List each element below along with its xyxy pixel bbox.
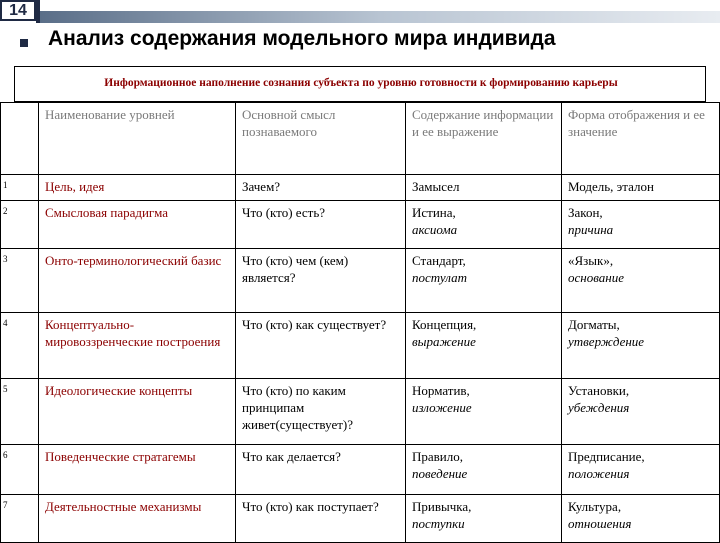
form-cell xyxy=(562,313,720,379)
table-header-row xyxy=(1,103,720,175)
level-name: Онто-терминологический базис xyxy=(39,249,236,313)
form-meaning: убеждения xyxy=(568,400,630,415)
row-number: 3 xyxy=(1,249,39,313)
level-name: Смысловая парадигма xyxy=(39,201,236,249)
header-decor-vertical xyxy=(36,0,40,23)
content-text: Правило, xyxy=(412,449,463,464)
content-expression: постулат xyxy=(412,270,467,285)
form-text: Предписание, xyxy=(568,449,645,464)
form-text: «Язык», xyxy=(568,253,614,268)
form-meaning: отношения xyxy=(568,516,632,531)
row-number: 1 xyxy=(1,175,39,201)
table-row xyxy=(1,379,720,445)
row-number: 6 xyxy=(1,445,39,495)
header-cell-content: Содержание информации и ее выражение xyxy=(406,103,562,175)
row-number: 2 xyxy=(1,201,39,249)
content-text: Концепция, xyxy=(412,317,477,332)
level-name: Цель, идея xyxy=(39,175,236,201)
subtitle-box xyxy=(14,66,706,102)
form-text: Модель, эталон xyxy=(568,179,654,194)
content-cell xyxy=(406,175,562,201)
header-cell-level: Наименование уровней xyxy=(39,103,236,175)
content-expression: изложение xyxy=(412,400,472,415)
meaning-question: Что (кто) есть? xyxy=(236,201,406,249)
form-text: Культура, xyxy=(568,499,622,514)
meaning-question: Что (кто) по каким принципам живет(существует)? xyxy=(236,379,406,445)
meaning-question: Что (кто) как поступает? xyxy=(236,495,406,543)
form-cell xyxy=(562,201,720,249)
row-number: 4 xyxy=(1,313,39,379)
content-text: Стандарт, xyxy=(412,253,466,268)
row-number: 5 xyxy=(1,379,39,445)
form-meaning: утверждение xyxy=(568,334,645,349)
title-bullet-icon xyxy=(20,39,28,47)
content-expression: поведение xyxy=(412,466,468,481)
content-text: Замысел xyxy=(412,179,460,194)
content-expression: выражение xyxy=(412,334,476,349)
content-text: Истина, xyxy=(412,205,456,220)
table-row xyxy=(1,201,720,249)
level-name: Поведенческие стратагемы xyxy=(39,445,236,495)
meaning-question: Что (кто) как существует? xyxy=(236,313,406,379)
table-row xyxy=(1,175,720,201)
form-text: Установки, xyxy=(568,383,630,398)
table-row xyxy=(1,313,720,379)
form-cell xyxy=(562,249,720,313)
form-cell xyxy=(562,495,720,543)
slide-title: Анализ содержания модельного мира индивида xyxy=(48,27,556,50)
header-cell-num xyxy=(1,103,39,175)
form-meaning: причина xyxy=(568,222,614,237)
form-cell xyxy=(562,379,720,445)
meaning-question: Что (кто) чем (кем) является? xyxy=(236,249,406,313)
content-text: Привычка, xyxy=(412,499,472,514)
table-body xyxy=(1,175,720,543)
slide-number: 14 xyxy=(0,0,36,21)
table-subtitle: Информационное наполнение сознания субъекта по уровню готовности к формированию карьеры xyxy=(104,77,618,89)
level-name: Идеологические концепты xyxy=(39,379,236,445)
form-meaning: основание xyxy=(568,270,624,285)
header-decor-bar xyxy=(40,11,720,23)
table-row xyxy=(1,445,720,495)
level-name: Концептуально-мировоззренческие построения xyxy=(39,313,236,379)
levels-table xyxy=(0,102,720,543)
meaning-question: Зачем? xyxy=(236,175,406,201)
content-cell xyxy=(406,249,562,313)
header-cell-meaning: Основной смысл познаваемого xyxy=(236,103,406,175)
form-text: Закон, xyxy=(568,205,603,220)
content-cell xyxy=(406,379,562,445)
content-cell xyxy=(406,313,562,379)
content-cell xyxy=(406,495,562,543)
form-meaning: положения xyxy=(568,466,630,481)
row-number: 7 xyxy=(1,495,39,543)
table-row xyxy=(1,495,720,543)
content-cell xyxy=(406,445,562,495)
content-cell xyxy=(406,201,562,249)
content-expression: аксиома xyxy=(412,222,458,237)
form-cell xyxy=(562,175,720,201)
content-text: Норматив, xyxy=(412,383,470,398)
level-name: Деятельностные механизмы xyxy=(39,495,236,543)
form-cell xyxy=(562,445,720,495)
header-cell-form: Форма отображения и ее значение xyxy=(562,103,720,175)
table-row xyxy=(1,249,720,313)
content-expression: поступки xyxy=(412,516,465,531)
form-text: Догматы, xyxy=(568,317,620,332)
meaning-question: Что как делается? xyxy=(236,445,406,495)
